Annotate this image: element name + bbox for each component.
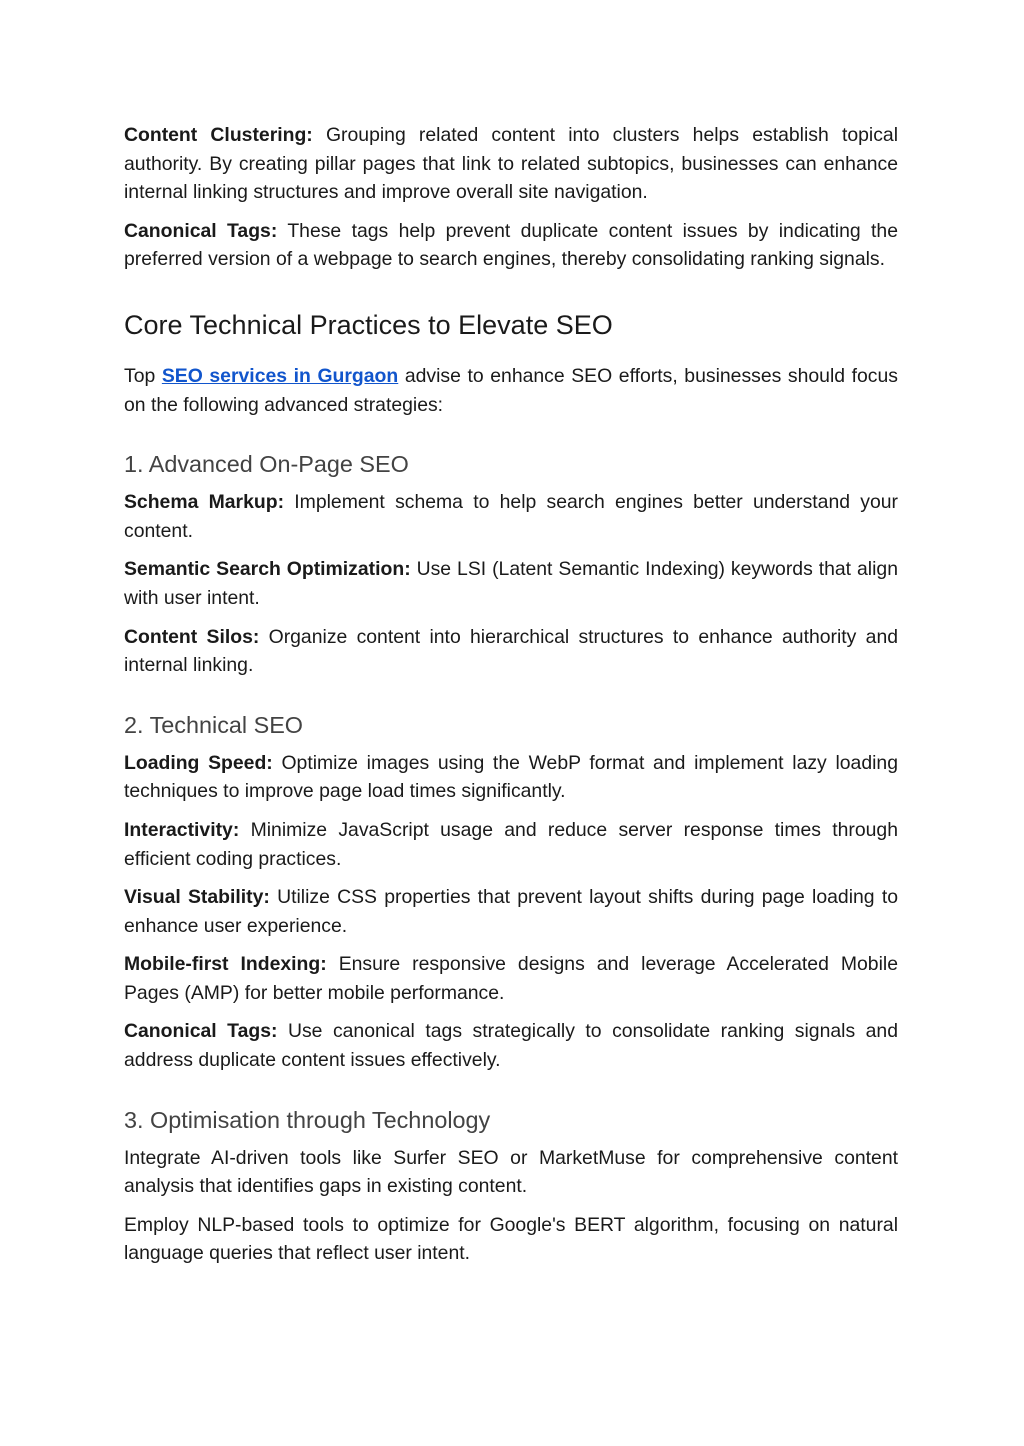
paragraph-text: Utilize CSS properties that prevent layout shifts during page loading to enhance user experience. (124, 886, 898, 937)
term-label: Loading Speed: (124, 751, 273, 774)
lead-paragraph (124, 362, 898, 419)
paragraph-nlp-tools (124, 1211, 898, 1268)
paragraph-content-clustering (124, 121, 898, 207)
paragraph-mobile-first (124, 950, 898, 1007)
section-heading-on-page-seo: 1. Advanced On-Page SEO (124, 451, 409, 478)
paragraph-text: Integrate AI-driven tools like Surfer SEO or MarketMuse for comprehensive content analysis that identifies gaps in existing content. (124, 1146, 898, 1198)
paragraph-interactivity (124, 816, 898, 873)
paragraph-loading-speed (124, 749, 898, 806)
lead-text-before: Top (124, 364, 162, 387)
paragraph-content-silos (124, 623, 898, 680)
paragraph-schema-markup (124, 488, 898, 545)
paragraph-semantic-search (124, 555, 898, 612)
paragraph-text: Organize content into hierarchical structures to enhance authority and internal linking. (124, 625, 899, 677)
term-label: Canonical Tags: (124, 219, 278, 242)
section-heading-technical-seo: 2. Technical SEO (124, 711, 303, 738)
term-label: Canonical Tags: (124, 1020, 278, 1043)
paragraph-text: Grouping related content into clusters helps establish topical authority. By creating pillar pages that link to related subtopics, businesses can enhance internal linking structures and improve overall site navigation. (124, 124, 898, 204)
term-label: Mobile-first Indexing: (124, 953, 327, 976)
paragraph-text: These tags help prevent duplicate content issues by indicating the preferred version of a webpage to search engines, thereby consolidating ranking signals. (124, 219, 898, 271)
paragraph-text: Employ NLP-based tools to optimize for Google's BERT algorithm, focusing on natural language queries that reflect user intent. (124, 1213, 898, 1265)
term-label: Schema Markup: (124, 491, 285, 514)
term-label: Interactivity: (124, 818, 240, 841)
paragraph-text: Use LSI (Latent Semantic Indexing) keywords that align with user intent. (124, 558, 898, 609)
paragraph-text: Use canonical tags strategically to consolidate ranking signals and address duplicate content issues effectively. (124, 1020, 898, 1072)
document-content (124, 121, 898, 1278)
paragraph-ai-tools (124, 1144, 898, 1201)
lead-text-after: advise to enhance SEO efforts, businesses should focus on the following advanced strategies: (124, 364, 898, 416)
term-label: Visual Stability: (124, 886, 270, 909)
seo-services-link[interactable]: SEO services in Gurgaon (161, 364, 399, 387)
paragraph-text: Minimize JavaScript usage and reduce server response times through efficient coding practices. (124, 818, 898, 870)
paragraph-canonical-tags (124, 217, 898, 274)
term-label: Semantic Search Optimization: (124, 558, 411, 581)
paragraph-canonical-tags-technical (124, 1017, 898, 1074)
main-heading: Core Technical Practices to Elevate SEO (124, 309, 613, 340)
term-label: Content Silos: (124, 625, 260, 648)
paragraph-visual-stability (124, 883, 898, 940)
paragraph-text: Ensure responsive designs and leverage Accelerated Mobile Pages (AMP) for better mobile performance. (124, 953, 898, 1004)
term-label: Content Clustering: (124, 124, 313, 146)
paragraph-text: Optimize images using the WebP format and implement lazy loading techniques to improve page load times significantly. (124, 751, 898, 803)
section-heading-technology: 3. Optimisation through Technology (124, 1106, 491, 1133)
paragraph-text: Implement schema to help search engines better understand your content. (124, 491, 898, 542)
